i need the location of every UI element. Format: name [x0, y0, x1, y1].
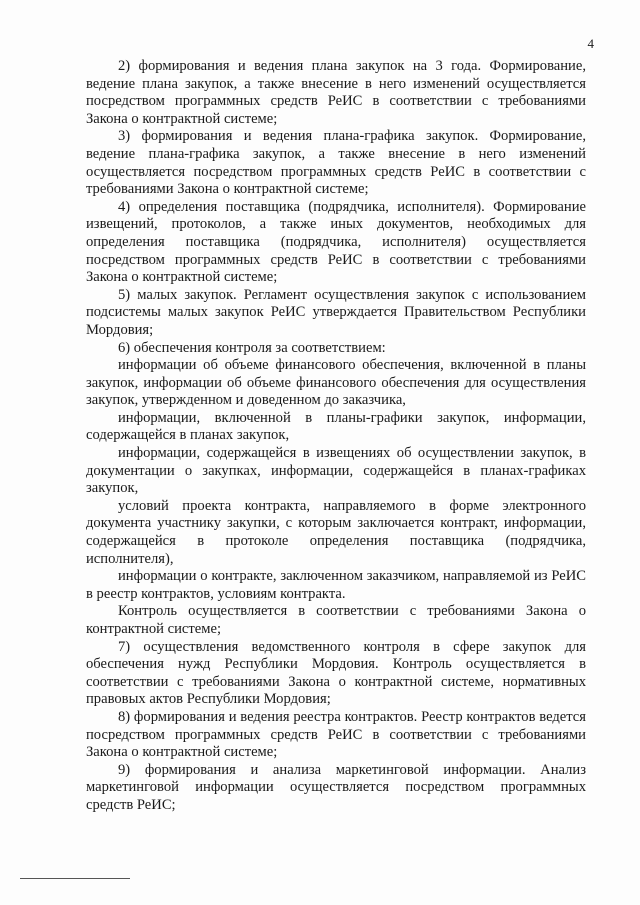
paragraph-item-9: 9) формирования и анализа маркетинговой информации. Анализ маркетинговой информации осуществляется посредством программных средств РеИС; [86, 761, 586, 813]
paragraph-control-note: Контроль осуществляется в соответствии с требованиями Закона о контрактной системе; [86, 603, 586, 637]
paragraph-item-5: 5) малых закупок. Регламент осуществления закупок с использованием подсистемы малых закупок РеИС утверждается Правительством Республики Мордовия; [86, 286, 586, 338]
paragraph-item-6-sub-4: условий проекта контракта, направляемого в форме электронного документа участнику закупки, с которым заключается контракт, информации, содержащейся в протоколе определения поставщика (подрядчика, исполнителя), [86, 497, 586, 567]
paragraph-item-4: 4) определения поставщика (подрядчика, исполнителя). Формирование извещений, протоколов, а также иных документов, необходимых для определения поставщика (подрядчика, исполнителя) осуществляется посредством программных средств РеИС в соответствии с требованиями Закона о контрактной системе; [86, 198, 586, 286]
paragraph-item-6-sub-3: информации, содержащейся в извещениях об осуществлении закупок, в документации о закупках, информации, содержащейся в планах-графиках закупок, [86, 445, 586, 497]
paragraph-item-2: 2) формирования и ведения плана закупок на 3 года. Формирование, ведение плана закупок, а также внесение в него изменений осуществляется посредством программных средств РеИС в соответствии с требованиями Закона о контрактной системе; [86, 58, 586, 127]
paragraph-item-7: 7) осуществления ведомственного контроля в сфере закупок для обеспечения нужд Республики Мордовия. Контроль осуществляется в соответствии с требованиями Закона о контрактной системе, нормативных правовых актов Республики Мордовия; [86, 638, 586, 708]
document-body [86, 58, 586, 815]
footer-rule [20, 878, 130, 879]
page-number: 4 [587, 36, 594, 51]
paragraph-item-3: 3) формирования и ведения плана-графика закупок. Формирование, ведение плана-графика закупок, а также внесение в него изменений осуществляется посредством программных средств РеИС в соответствии с требованиями Закона о контрактной системе; [86, 128, 586, 198]
paragraph-item-6: 6) обеспечения контроля за соответствием: [118, 339, 386, 356]
paragraph-item-6-sub-5: информации о контракте, заключенном заказчиком, направляемой из РеИС в реестр контрактов, условиям контракта. [86, 568, 586, 602]
paragraph-item-6-sub-1: информации об объеме финансового обеспечения, включенной в планы закупок, информации об объеме финансового обеспечения для осуществления закупок, утвержденном и доведенном до заказчика, [86, 357, 586, 409]
paragraph-item-8: 8) формирования и ведения реестра контрактов. Реестр контрактов ведется посредством программных средств РеИС в соответствии с требованиями Закона о контрактной системе; [86, 708, 586, 761]
paragraph-item-6-sub-2: информации, включенной в планы-графики закупок, информации, содержащейся в планах закупок, [86, 409, 586, 444]
